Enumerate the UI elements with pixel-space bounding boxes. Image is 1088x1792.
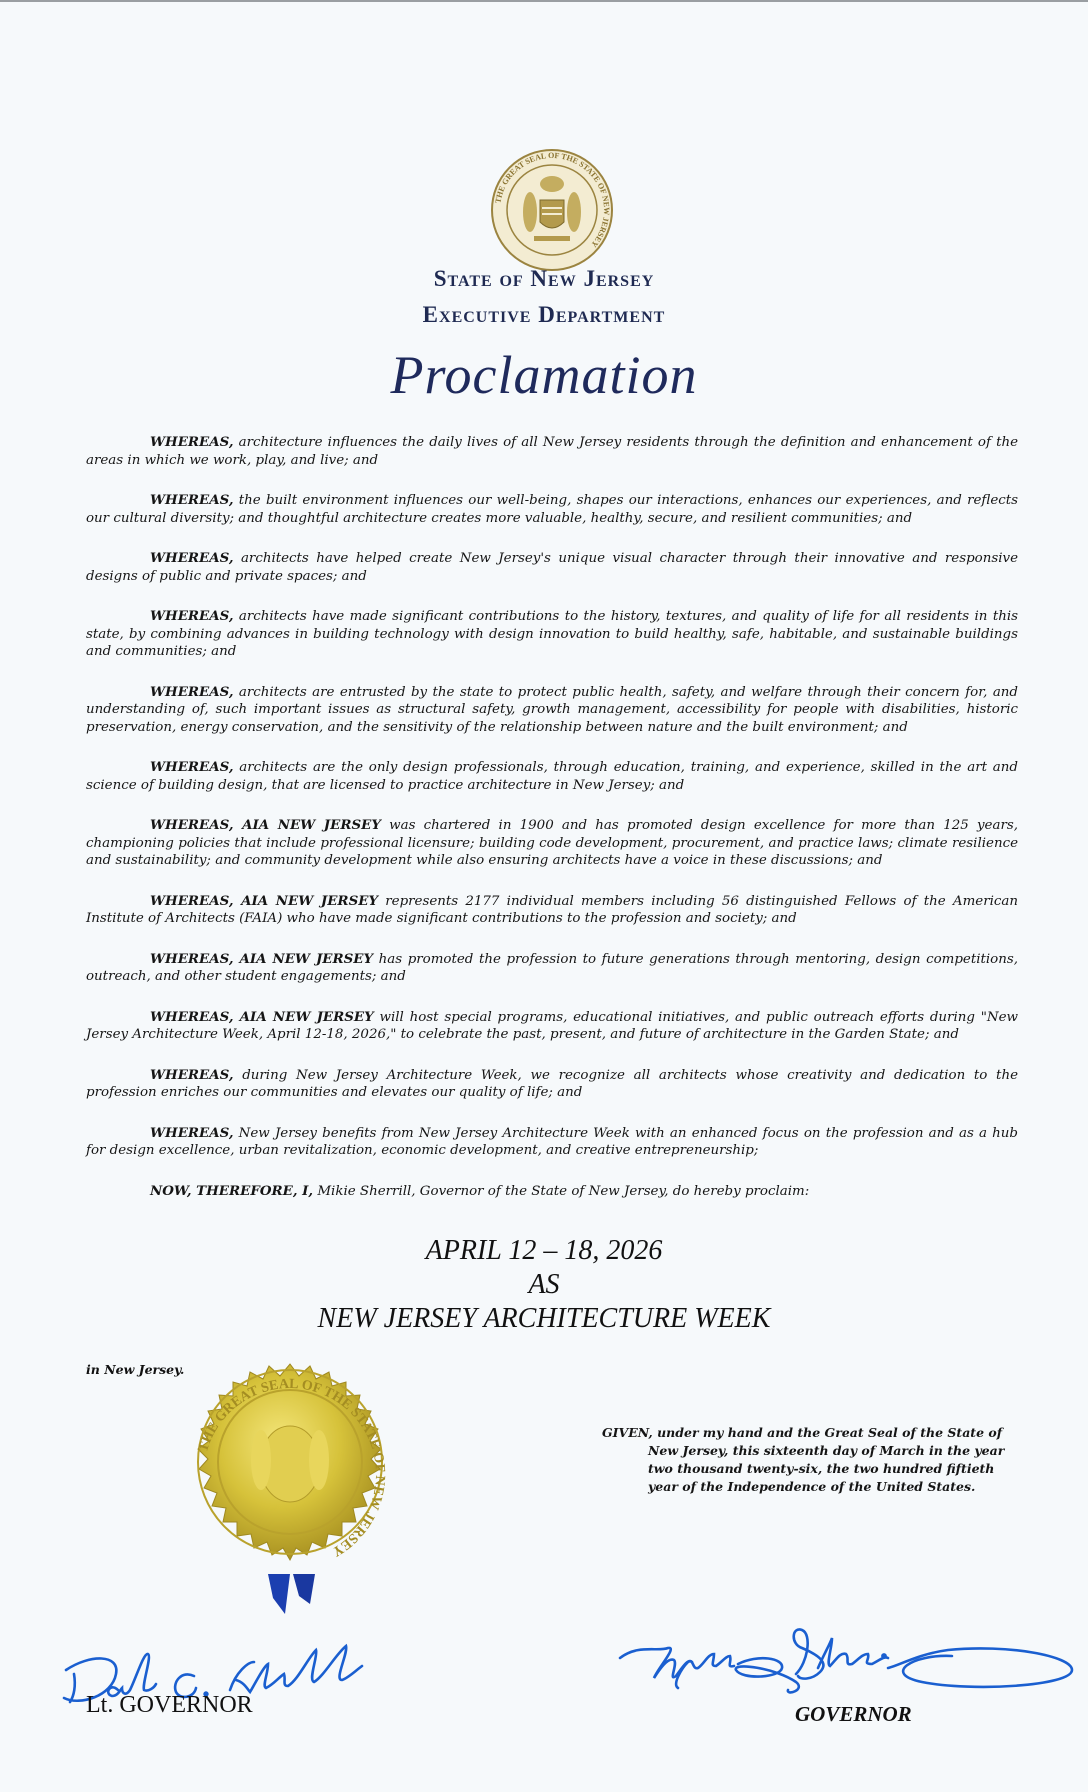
paragraph-text: the built environment influences our well-being, shapes our interactions, enhances our experiences, and reflects our cultural diversity; and thoughtful architecture creates more valuable, healthy, secure, and resilient communities; and [86, 493, 1018, 526]
gold-seal-icon [163, 1352, 417, 1616]
governor-signature [608, 1618, 1078, 1708]
paragraph-lead: WHEREAS, AIA NEW JERSEY [150, 892, 379, 909]
in-new-jersey: in New Jersey. [86, 1362, 185, 1377]
paragraph-text: was chartered in 1900 and has promoted design excellence for more than 125 years, championing policies that include professional licensure; building code development, procurement, and practice laws; climate resilience and sustainability; and community development while also ensuring architects have a voice in these discussions; and [86, 818, 1018, 868]
paragraph-text: will host special programs, educational initiatives, and public outreach efforts during "New Jersey Architecture Week, April 12-18, 2026," to celebrate the past, present, and future of architecture in the Garden State; and [86, 1009, 1018, 1042]
paragraph-text: architects have made significant contributions to the history, textures, and quality of life for all residents in this state, by combining advances in building technology with design innovation to build healthy, safe, habitable, and sustainable buildings and communities; and [86, 609, 1018, 659]
lt-governor-title: Lt. GOVERNOR [86, 1692, 253, 1718]
top-edge-rule [0, 0, 1088, 2]
paragraph-lead: WHEREAS, AIA NEW JERSEY [150, 950, 374, 967]
paragraph-text: architects have helped create New Jersey's unique visual character through their innovative and responsive designs of public and private spaces; and [86, 551, 1018, 584]
whereas-paragraph [86, 492, 1018, 527]
whereas-paragraph [86, 1125, 1018, 1160]
paragraph-text: represents 2177 individual members including 56 distinguished Fellows of the American Institute of Architects (FAIA) who have made significant contributions to the profession and society; and [86, 893, 1018, 926]
whereas-paragraph [86, 1067, 1018, 1102]
paragraph-text: has promoted the profession to future generations through mentoring, design competitions, outreach, and other student engagements; and [86, 951, 1018, 984]
paragraph-text: Mikie Sherrill, Governor of the State of New Jersey, do hereby proclaim: [313, 1183, 810, 1199]
paragraph-text: New Jersey benefits from New Jersey Architecture Week with an enhanced focus on the profession and as a hub for design excellence, urban revitalization, economic development, and creative entrepreneurship; [86, 1125, 1018, 1158]
paragraph-lead: WHEREAS, [150, 434, 234, 450]
given-line: GIVEN, under my hand and the Great Seal of the State of [602, 1425, 1003, 1440]
paragraph-text: during New Jersey Architecture Week, we recognize all architects whose creativity and dedication to the profession enriches our communities and elevates our quality of life; and [86, 1067, 1018, 1100]
whereas-paragraph [86, 434, 1018, 469]
paragraph-lead: WHEREAS, [150, 683, 234, 700]
whereas-paragraph [86, 550, 1018, 585]
paragraph-lead: WHEREAS, AIA NEW JERSEY [150, 1008, 374, 1025]
paragraph-lead: WHEREAS, [150, 608, 234, 624]
paragraph-lead: WHEREAS, [150, 759, 234, 775]
whereas-paragraph [86, 893, 1018, 928]
document-title: Proclamation [390, 345, 698, 405]
given-line: two thousand twenty-six, the two hundred fiftieth [648, 1461, 995, 1476]
whereas-paragraph [86, 1009, 1018, 1044]
whereas-paragraph [86, 759, 1018, 794]
paragraph-text: architecture influences the daily lives of all New Jersey residents through the definition and enhancement of the areas in which we work, play, and live; and [86, 435, 1018, 468]
now-therefore-paragraph [86, 1183, 1018, 1201]
paragraph-lead: WHEREAS, [150, 492, 234, 508]
paragraph-text: architects are the only design professionals, through education, training, and experience, skilled in the art and science of building design, that are licensed to practice architecture in New Jersey; and [86, 760, 1018, 793]
given-line: New Jersey, this sixteenth day of March in the year [648, 1443, 1005, 1458]
proclaim-event-name: NEW JERSEY ARCHITECTURE WEEK [317, 1303, 771, 1334]
proclamation-body [86, 434, 1018, 1223]
paragraph-lead: WHEREAS, [150, 1066, 234, 1083]
svg-text:THE GREAT SEAL OF THE STATE OF: THE GREAT SEAL OF THE STATE OF NEW JERSEY [196, 1376, 388, 1559]
given-line: year of the Independence of the United States. [648, 1479, 976, 1494]
proclaim-as: AS [528, 1269, 560, 1300]
paragraph-lead: WHEREAS, [150, 1124, 234, 1141]
svg-text:THE GREAT SEAL OF THE STATE OF: THE GREAT SEAL OF THE STATE OF NEW JERSEY [493, 150, 612, 249]
proclaim-dates: APRIL 12 – 18, 2026 [425, 1235, 663, 1266]
paragraph-text: architects are entrusted by the state to protect public health, safety, and welfare through their concern for, and understanding of, such important issues as structural safety, growth management, accessibility for people with disabilities, historic preservation, energy conservation, and the sensitivity of the relationship between nature and the built environment; and [86, 684, 1018, 735]
paragraph-lead: WHEREAS, AIA NEW JERSEY [150, 817, 381, 833]
paragraph-lead: NOW, THEREFORE, I, [150, 1182, 314, 1199]
paragraph-lead: WHEREAS, [150, 550, 234, 566]
whereas-paragraph [86, 684, 1018, 737]
state-seal-icon [490, 148, 614, 272]
governor-title: GOVERNOR [795, 1702, 912, 1726]
given-under-hand [602, 1424, 1022, 1496]
whereas-paragraph [86, 817, 1018, 870]
whereas-paragraph [86, 951, 1018, 986]
whereas-paragraph [86, 608, 1018, 661]
header-department: Executive Department [422, 302, 666, 327]
header-state: State of New Jersey [433, 266, 655, 291]
